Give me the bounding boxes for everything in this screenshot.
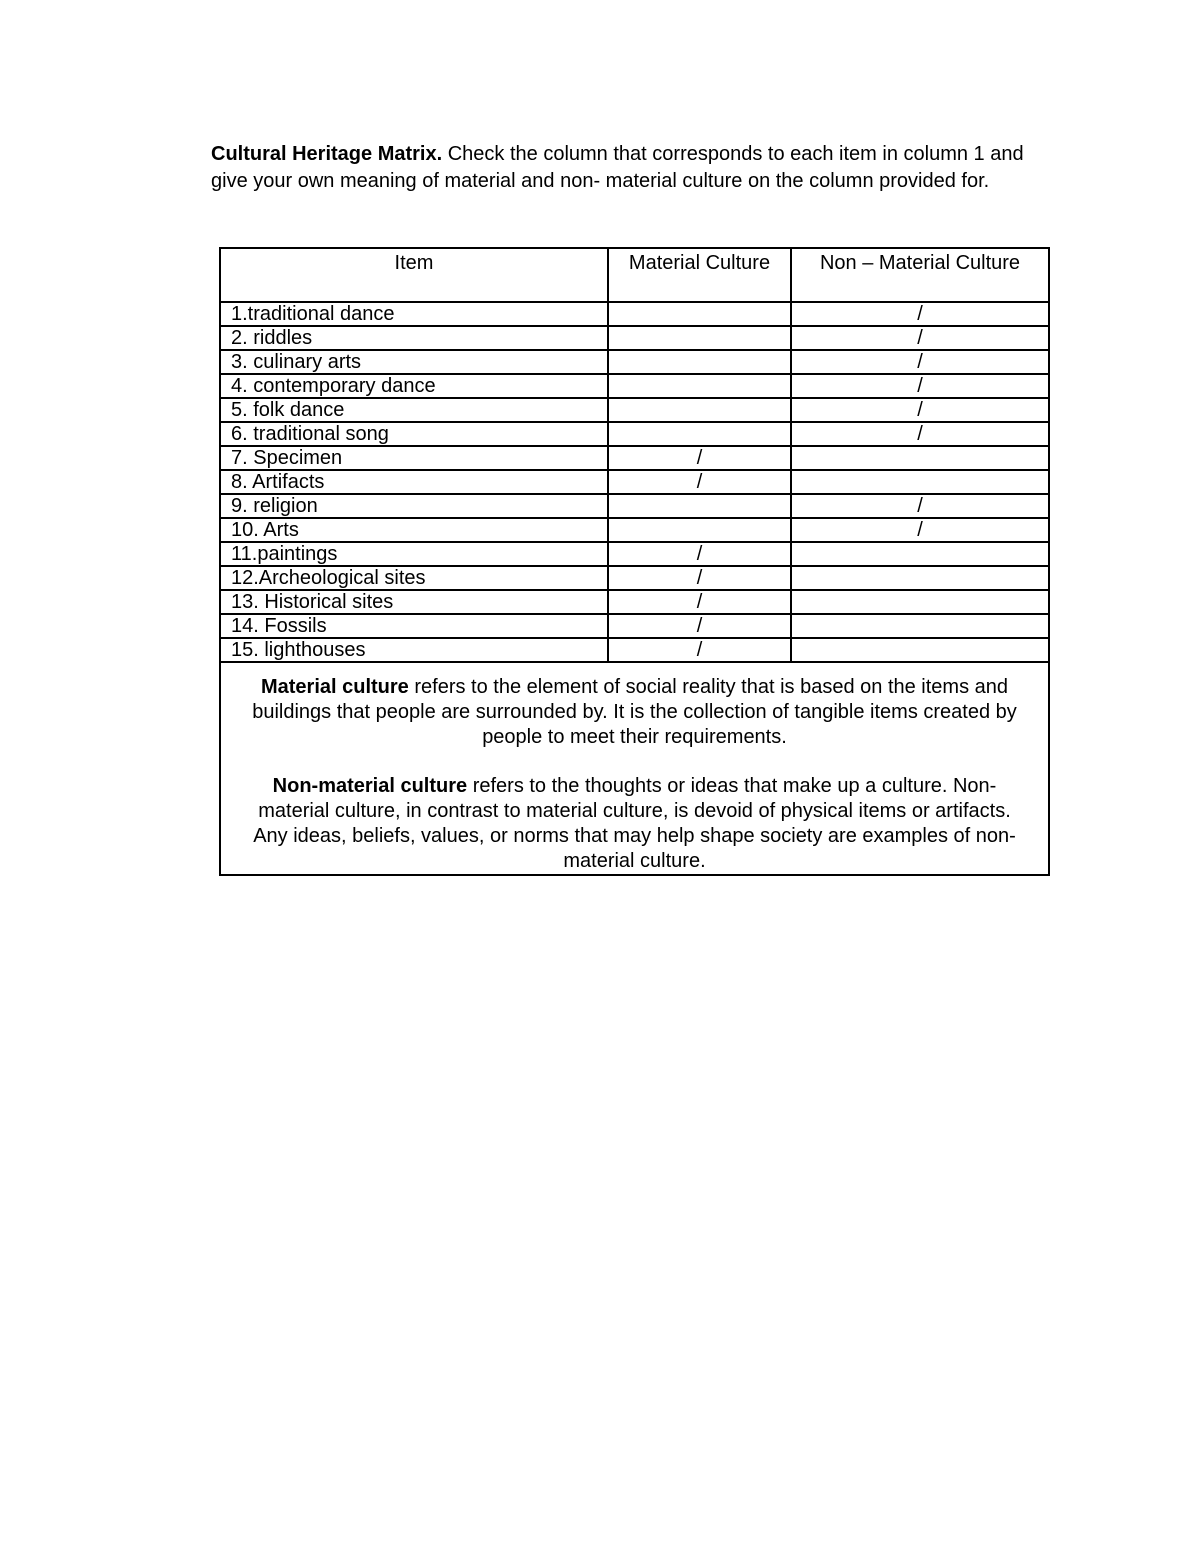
table-row xyxy=(220,350,1049,374)
table-row xyxy=(220,494,1049,518)
non-material-mark-cell: / xyxy=(791,398,1049,422)
table-row xyxy=(220,326,1049,350)
table-row xyxy=(220,566,1049,590)
non-material-mark-cell xyxy=(791,470,1049,494)
non-material-mark-cell xyxy=(791,542,1049,566)
item-cell: 10. Arts xyxy=(220,518,608,542)
item-cell: 9. religion xyxy=(220,494,608,518)
item-cell: 14. Fossils xyxy=(220,614,608,638)
non-material-mark-cell: / xyxy=(791,374,1049,398)
item-cell: 15. lighthouses xyxy=(220,638,608,662)
material-culture-text: refers to the element of social reality that is based on the items and buildings that people are surrounded by. It is the collection of tangible items created by people to meet their requirements. xyxy=(252,676,1017,748)
item-cell: 5. folk dance xyxy=(220,398,608,422)
material-mark-cell xyxy=(608,374,791,398)
definitions-row xyxy=(220,662,1049,875)
material-culture-definition xyxy=(245,675,1024,750)
material-mark-cell: / xyxy=(608,638,791,662)
item-cell: 7. Specimen xyxy=(220,446,608,470)
item-cell: 3. culinary arts xyxy=(220,350,608,374)
non-material-culture-term: Non-material culture xyxy=(272,775,468,797)
table-row xyxy=(220,446,1049,470)
non-material-mark-cell xyxy=(791,638,1049,662)
material-mark-cell: / xyxy=(608,542,791,566)
non-material-mark-cell: / xyxy=(791,518,1049,542)
non-material-mark-cell: / xyxy=(791,422,1049,446)
material-mark-cell: / xyxy=(608,566,791,590)
material-mark-cell: / xyxy=(608,446,791,470)
non-material-mark-cell xyxy=(791,446,1049,470)
material-mark-cell: / xyxy=(608,590,791,614)
table-row xyxy=(220,590,1049,614)
cultural-heritage-matrix-table xyxy=(219,247,1050,876)
item-cell: 13. Historical sites xyxy=(220,590,608,614)
table-header-row xyxy=(220,248,1049,302)
table-row xyxy=(220,398,1049,422)
material-mark-cell xyxy=(608,494,791,518)
non-material-mark-cell: / xyxy=(791,302,1049,326)
material-mark-cell xyxy=(608,350,791,374)
item-cell: 4. contemporary dance xyxy=(220,374,608,398)
item-cell: 11.paintings xyxy=(220,542,608,566)
table-row xyxy=(220,470,1049,494)
non-material-mark-cell xyxy=(791,590,1049,614)
table-row xyxy=(220,542,1049,566)
table-row xyxy=(220,302,1049,326)
table-row xyxy=(220,614,1049,638)
item-cell: 6. traditional song xyxy=(220,422,608,446)
material-mark-cell xyxy=(608,518,791,542)
definitions-cell xyxy=(220,662,1049,875)
material-mark-cell xyxy=(608,422,791,446)
non-material-mark-cell xyxy=(791,566,1049,590)
item-cell: 8. Artifacts xyxy=(220,470,608,494)
table-row xyxy=(220,374,1049,398)
non-material-mark-cell: / xyxy=(791,326,1049,350)
non-material-culture-definition xyxy=(245,774,1024,874)
instructions-text: Check the column that corresponds to each item in column 1 and give your own meaning of material and non- material culture on the column provided for. xyxy=(211,143,1024,192)
non-material-mark-cell: / xyxy=(791,350,1049,374)
material-mark-cell: / xyxy=(608,470,791,494)
header-material-culture: Material Culture xyxy=(608,248,791,302)
non-material-mark-cell xyxy=(791,614,1049,638)
item-cell: 12.Archeological sites xyxy=(220,566,608,590)
material-culture-term: Material culture xyxy=(260,676,409,698)
item-cell: 1.traditional dance xyxy=(220,302,608,326)
table-row xyxy=(220,638,1049,662)
material-mark-cell xyxy=(608,398,791,422)
non-material-mark-cell: / xyxy=(791,494,1049,518)
material-mark-cell: / xyxy=(608,614,791,638)
item-cell: 2. riddles xyxy=(220,326,608,350)
table-body xyxy=(220,302,1049,875)
material-mark-cell xyxy=(608,302,791,326)
table-row xyxy=(220,518,1049,542)
instructions-title: Cultural Heritage Matrix. xyxy=(211,143,443,165)
table-row xyxy=(220,422,1049,446)
header-non-material-culture: Non – Material Culture xyxy=(791,248,1049,302)
non-material-culture-text: refers to the thoughts or ideas that make up a culture. Non-material culture, in contrast to material culture, is devoid of physical items or artifacts. Any ideas, beliefs, values, or norms that may help shape society are examples of non-material culture. xyxy=(253,775,1016,872)
instructions-paragraph xyxy=(211,141,1063,194)
header-item: Item xyxy=(220,248,608,302)
material-mark-cell xyxy=(608,326,791,350)
